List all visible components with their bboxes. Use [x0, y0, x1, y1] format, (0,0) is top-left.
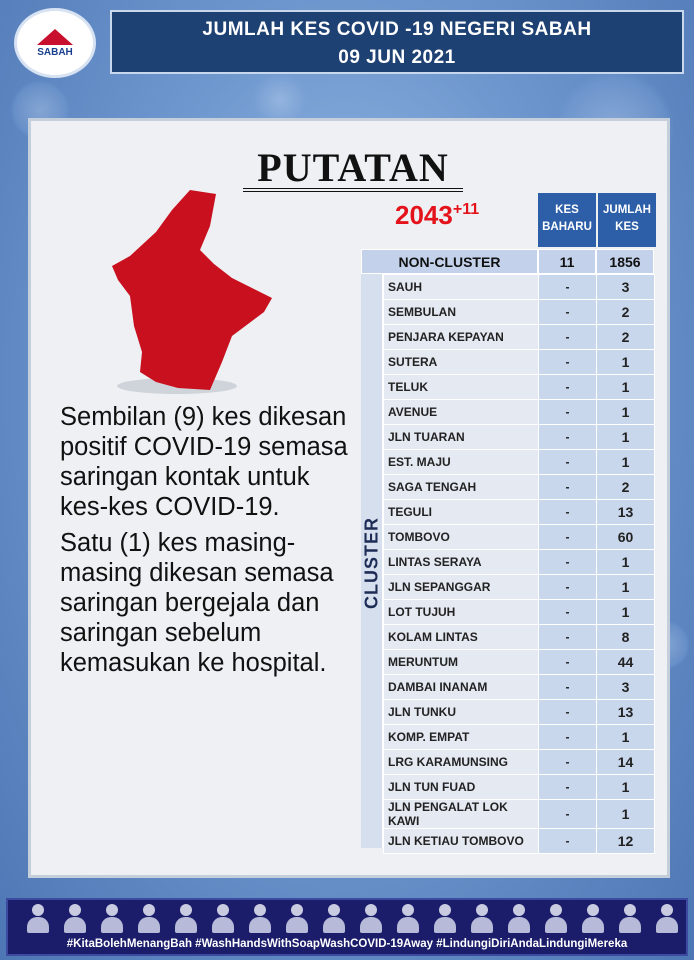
cluster-name: JLN TUARAN — [384, 425, 539, 450]
sabah-logo — [14, 8, 96, 78]
cluster-label: CLUSTER — [361, 517, 382, 609]
cluster-name: SUTERA — [384, 350, 539, 375]
cluster-new-cases: - — [539, 425, 597, 450]
frontliner-icon — [211, 904, 235, 934]
cluster-new-cases: - — [539, 829, 597, 854]
cluster-name: EST. MAJU — [384, 450, 539, 475]
frontliner-icon — [618, 904, 642, 934]
total-value: 2043 — [395, 200, 453, 230]
table-row — [384, 725, 655, 750]
table-row — [384, 375, 655, 400]
cluster-new-cases: - — [539, 725, 597, 750]
frontliner-icon — [248, 904, 272, 934]
footer-banner — [6, 898, 688, 956]
cluster-total-cases: 13 — [597, 500, 655, 525]
cluster-new-cases: - — [539, 525, 597, 550]
district-map-icon — [82, 186, 282, 396]
case-description — [60, 402, 350, 684]
cluster-total-cases: 2 — [597, 300, 655, 325]
frontliner-icon — [63, 904, 87, 934]
cluster-new-cases: - — [539, 700, 597, 725]
cluster-name: PENJARA KEPAYAN — [384, 325, 539, 350]
cluster-total-cases: 1 — [597, 550, 655, 575]
cluster-name: JLN TUN FUAD — [384, 775, 539, 800]
cluster-total-cases: 8 — [597, 625, 655, 650]
page-header — [110, 10, 684, 74]
cluster-name: LOT TUJUH — [384, 600, 539, 625]
frontliner-icon — [359, 904, 383, 934]
cluster-name: TEGULI — [384, 500, 539, 525]
mountain-icon — [37, 29, 73, 45]
cluster-name: KOLAM LINTAS — [384, 625, 539, 650]
table-row — [384, 600, 655, 625]
cluster-new-cases: - — [539, 450, 597, 475]
cluster-total-cases: 1 — [597, 575, 655, 600]
cluster-table — [383, 274, 655, 854]
table-row — [384, 575, 655, 600]
table-row — [384, 475, 655, 500]
cluster-total-cases: 44 — [597, 650, 655, 675]
cluster-new-cases: - — [539, 500, 597, 525]
total-cases — [395, 200, 479, 231]
frontliner-icon — [581, 904, 605, 934]
non-cluster-new: 11 — [538, 249, 596, 274]
cluster-total-cases: 3 — [597, 275, 655, 300]
table-row — [384, 625, 655, 650]
cluster-name: TELUK — [384, 375, 539, 400]
cluster-total-cases: 1 — [597, 375, 655, 400]
frontliner-icon — [470, 904, 494, 934]
frontliner-icon — [285, 904, 309, 934]
total-new: +11 — [452, 201, 480, 218]
cluster-new-cases: - — [539, 750, 597, 775]
district-title: PUTATAN — [243, 148, 463, 192]
cluster-total-cases: 1 — [597, 775, 655, 800]
table-row — [384, 450, 655, 475]
table-row — [384, 275, 655, 300]
cluster-total-cases: 1 — [597, 600, 655, 625]
cluster-new-cases: - — [539, 800, 597, 829]
table-row — [384, 525, 655, 550]
frontliner-icon — [137, 904, 161, 934]
cluster-total-cases: 2 — [597, 325, 655, 350]
cluster-total-cases: 60 — [597, 525, 655, 550]
cluster-name: LRG KARAMUNSING — [384, 750, 539, 775]
frontliner-icon — [100, 904, 124, 934]
cluster-name: KOMP. EMPAT — [384, 725, 539, 750]
cluster-name: SEMBULAN — [384, 300, 539, 325]
footer-hashtags: #KitaBolehMenangBah #WashHandsWithSoapWashCOVID-19Away #LindungiDiriAndaLindungiMereka — [66, 938, 628, 950]
cluster-name: JLN PENGALAT LOK KAWI — [384, 800, 539, 829]
cluster-name: JLN TUNKU — [384, 700, 539, 725]
table-row — [384, 425, 655, 450]
frontliner-icon — [655, 904, 679, 934]
header-date: 09 JUN 2021 — [338, 47, 456, 68]
cluster-new-cases: - — [539, 400, 597, 425]
cluster-name: LINTAS SERAYA — [384, 550, 539, 575]
column-header-total: JUMLAH KES — [598, 193, 656, 247]
cluster-new-cases: - — [539, 550, 597, 575]
cluster-total-cases: 13 — [597, 700, 655, 725]
table-row — [384, 400, 655, 425]
frontliner-icon — [544, 904, 568, 934]
cluster-new-cases: - — [539, 675, 597, 700]
cluster-new-cases: - — [539, 275, 597, 300]
cluster-new-cases: - — [539, 350, 597, 375]
cluster-new-cases: - — [539, 375, 597, 400]
table-row — [384, 829, 655, 854]
cluster-total-cases: 1 — [597, 425, 655, 450]
description-paragraph: Satu (1) kes masing-masing dikesan semasa saringan bergejala dan saringan sebelum kemasukan ke hospital. — [60, 529, 334, 677]
cluster-new-cases: - — [539, 775, 597, 800]
cluster-total-cases: 2 — [597, 475, 655, 500]
cluster-total-cases: 12 — [597, 829, 655, 854]
frontliner-icon — [26, 904, 50, 934]
description-paragraph: Sembilan (9) kes dikesan positif COVID-19 semasa saringan kontak untuk kes-kes COVID-19. — [60, 403, 348, 521]
frontliner-icon — [322, 904, 346, 934]
table-row — [384, 350, 655, 375]
cluster-new-cases: - — [539, 475, 597, 500]
table-row — [384, 800, 655, 829]
cluster-new-cases: - — [539, 625, 597, 650]
table-row — [384, 550, 655, 575]
cluster-name: AVENUE — [384, 400, 539, 425]
frontliner-icons — [26, 904, 688, 934]
cluster-name: DAMBAI INANAM — [384, 675, 539, 700]
cluster-new-cases: - — [539, 575, 597, 600]
cluster-total-cases: 3 — [597, 675, 655, 700]
frontliner-icon — [433, 904, 457, 934]
cluster-new-cases: - — [539, 325, 597, 350]
non-cluster-row — [361, 249, 654, 274]
table-row — [384, 750, 655, 775]
column-header-new: KES BAHARU — [538, 193, 596, 247]
cluster-total-cases: 1 — [597, 725, 655, 750]
non-cluster-total: 1856 — [596, 249, 654, 274]
cluster-total-cases: 1 — [597, 350, 655, 375]
frontliner-icon — [507, 904, 531, 934]
cluster-name: TOMBOVO — [384, 525, 539, 550]
table-row — [384, 300, 655, 325]
cluster-new-cases: - — [539, 600, 597, 625]
frontliner-icon — [396, 904, 420, 934]
header-title: JUMLAH KES COVID -19 NEGERI SABAH — [202, 19, 592, 40]
cluster-new-cases: - — [539, 650, 597, 675]
table-row — [384, 650, 655, 675]
cluster-total-cases: 1 — [597, 800, 655, 829]
cluster-name: JLN SEPANGGAR — [384, 575, 539, 600]
frontliner-icon — [174, 904, 198, 934]
table-row — [384, 325, 655, 350]
cluster-name: MERUNTUM — [384, 650, 539, 675]
non-cluster-label: NON-CLUSTER — [361, 249, 538, 274]
table-row — [384, 500, 655, 525]
cluster-total-cases: 14 — [597, 750, 655, 775]
cluster-total-cases: 1 — [597, 400, 655, 425]
logo-text: SABAH — [37, 46, 73, 58]
cluster-new-cases: - — [539, 300, 597, 325]
cluster-name: JLN KETIAU TOMBOVO — [384, 829, 539, 854]
cluster-name: SAGA TENGAH — [384, 475, 539, 500]
cluster-name: SAUH — [384, 275, 539, 300]
table-row — [384, 775, 655, 800]
table-row — [384, 675, 655, 700]
table-row — [384, 700, 655, 725]
cluster-total-cases: 1 — [597, 450, 655, 475]
